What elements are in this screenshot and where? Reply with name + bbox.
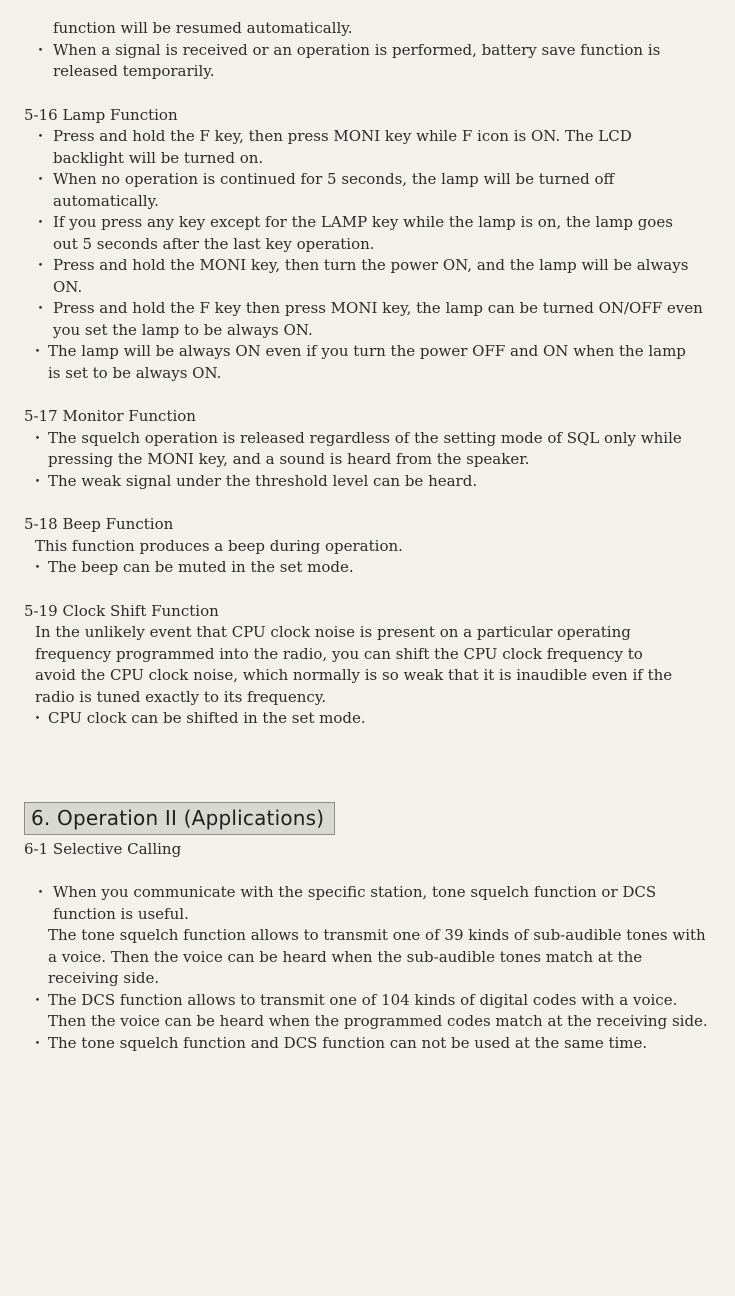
- bullet-dot: ・: [30, 558, 46, 576]
- s516-bullet-3-text: If you press any key except for the LAMP key while the lamp is on, the lamp goes out 5 seconds after the last key operation.: [53, 213, 673, 253]
- heading-5-16: 5-16 Lamp Function: [24, 105, 178, 124]
- s6-bullet-2-text: The DCS function allows to transmit one of 104 kinds of digital codes with a voice. Then the voice can be heard when the programmed codes match at the receiving side.: [48, 990, 708, 1030]
- s516-bullet-4-text: Press and hold the MONI key, then turn the power ON, and the lamp will be always ON.: [53, 256, 689, 296]
- s516-bullet-6: [26, 341, 713, 363]
- s6-bullet-3-text: The tone squelch function and DCS function can not be used at the same time.: [48, 1033, 648, 1052]
- bullet-dot: ・: [33, 213, 49, 231]
- bullet-dot: ・: [33, 170, 49, 188]
- s518-bullet-1-text: The beep can be muted in the set mode.: [48, 558, 354, 576]
- s519-bullet-1-text: CPU clock can be shifted in the set mode.: [48, 709, 366, 727]
- heading-5-19: 5-19 Clock Shift Function: [24, 601, 219, 620]
- s518-text: This function produces a beep during operation.: [35, 536, 403, 555]
- s517-bullet-2-text: The weak signal under the threshold level can be heard.: [48, 471, 478, 490]
- s517-bullet-1: [26, 428, 713, 471]
- bullet-dot: ・: [30, 709, 46, 727]
- s6-bullet-3: [26, 1033, 713, 1055]
- s519-bullet-1: [26, 708, 713, 730]
- bullet-dot: ・: [33, 127, 49, 145]
- bullet-dot: ・: [33, 883, 49, 901]
- s516-bullet-6b-text: is set to be always ON.: [48, 363, 222, 382]
- heading-6-1: 6-1 Selective Calling: [24, 839, 182, 858]
- s6-paragraph: The tone squelch function allows to transmit one of 39 kinds of sub-audible tones with a voice. Then the voice can be heard when the sub-audible tones match at the receiving side.: [48, 926, 706, 987]
- s516-bullet-6a-text: The lamp will be always ON even if you turn the power OFF and ON when the lamp: [48, 342, 686, 360]
- bullet-dot: ・: [33, 40, 49, 59]
- s516-bullet-1-text: Press and hold the F key, then press MONI key while F icon is ON. The LCD backlight will be turned on.: [53, 127, 632, 167]
- bullet-dot: ・: [30, 471, 46, 490]
- s516-bullet-3: [26, 212, 713, 255]
- s516-bullet-5-text: Press and hold the F key then press MONI key, the lamp can be turned ON/OFF even you set the lamp to be always ON.: [53, 299, 703, 339]
- s516-bullet-1: [26, 126, 713, 169]
- s519-text: In the unlikely event that CPU clock noise is present on a particular operating frequency programmed into the radio, you can shift the CPU clock frequency to avoid the CPU clock noise, which normally is so weak that it is inaudible even if the radio is tuned exactly to its frequency.: [35, 623, 673, 706]
- s518-bullet-1: [26, 557, 713, 579]
- bullet-dot: ・: [30, 428, 46, 447]
- intro-bullet-text: When a signal is received or an operation is performed, battery save function is released temporarily.: [53, 40, 661, 80]
- s6-bullet-1: [26, 882, 713, 925]
- bullet-dot: ・: [30, 990, 46, 1009]
- bullet-dot: ・: [30, 1033, 46, 1052]
- heading-5-18: 5-18 Beep Function: [24, 515, 174, 533]
- heading-5-17: 5-17 Monitor Function: [24, 407, 196, 425]
- s517-bullet-1-text: The squelch operation is released regardless of the setting mode of SQL only while pressing the MONI key, and a sound is heard from the speaker.: [48, 428, 682, 468]
- section-6-title: 6. Operation II (Applications): [24, 802, 335, 835]
- intro-bullet: [26, 40, 713, 83]
- intro-line: function will be resumed automatically.: [53, 19, 353, 37]
- s6-bullet-2: [26, 990, 713, 1033]
- s6-bullet-1-text: When you communicate with the specific station, tone squelch function or DCS function is useful.: [53, 883, 657, 923]
- bullet-dot: ・: [33, 299, 49, 317]
- s517-bullet-2: [26, 471, 713, 493]
- s516-bullet-4: [26, 255, 713, 298]
- s516-bullet-5: [26, 298, 713, 341]
- s516-bullet-2: [26, 169, 713, 212]
- s516-bullet-2-text: When no operation is continued for 5 seconds, the lamp will be turned off automatically.: [53, 170, 615, 210]
- bullet-dot: ・: [30, 342, 46, 360]
- bullet-dot: ・: [33, 256, 49, 274]
